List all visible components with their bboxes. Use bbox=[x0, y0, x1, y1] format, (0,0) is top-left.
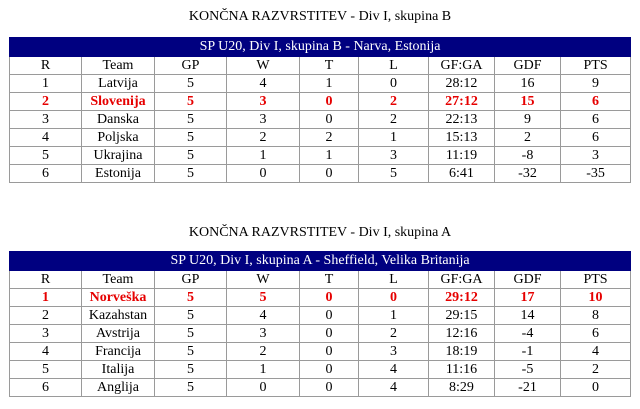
column-header-team: Team bbox=[82, 57, 155, 75]
cell-rank: 5 bbox=[10, 361, 82, 379]
cell-gp: 5 bbox=[155, 289, 227, 307]
table-row bbox=[10, 379, 631, 397]
cell-team: Avstrija bbox=[82, 325, 155, 343]
cell-gfga: 29:12 bbox=[429, 289, 495, 307]
cell-t: 0 bbox=[300, 93, 359, 111]
cell-t: 0 bbox=[300, 325, 359, 343]
cell-gdf: 17 bbox=[495, 289, 561, 307]
table-row bbox=[10, 111, 631, 129]
cell-w: 0 bbox=[227, 379, 300, 397]
cell-l: 2 bbox=[359, 111, 429, 129]
cell-team: Kazahstan bbox=[82, 307, 155, 325]
cell-rank: 4 bbox=[10, 129, 82, 147]
cell-gdf: 15 bbox=[495, 93, 561, 111]
cell-pts: 6 bbox=[561, 129, 631, 147]
column-header-w: W bbox=[227, 271, 300, 289]
cell-w: 1 bbox=[227, 361, 300, 379]
cell-w: 4 bbox=[227, 307, 300, 325]
group-a-title: KONČNA RAZVRSTITEV - Div I, skupina A bbox=[188, 225, 452, 240]
cell-rank: 4 bbox=[10, 343, 82, 361]
cell-l: 0 bbox=[359, 289, 429, 307]
table-row bbox=[10, 129, 631, 147]
cell-rank: 2 bbox=[10, 93, 82, 111]
group-b-standings-table bbox=[9, 37, 631, 183]
cell-w: 3 bbox=[227, 325, 300, 343]
group-a-caption: SP U20, Div I, skupina A - Sheffield, Velika Britanija bbox=[10, 252, 631, 271]
column-header-l: L bbox=[359, 57, 429, 75]
table-row bbox=[10, 147, 631, 165]
cell-rank: 1 bbox=[10, 289, 82, 307]
cell-t: 0 bbox=[300, 307, 359, 325]
cell-w: 2 bbox=[227, 129, 300, 147]
cell-gfga: 11:16 bbox=[429, 361, 495, 379]
cell-pts: 0 bbox=[561, 379, 631, 397]
cell-team: Italija bbox=[82, 361, 155, 379]
cell-w: 2 bbox=[227, 343, 300, 361]
table-row bbox=[10, 343, 631, 361]
column-header-rank: R bbox=[10, 57, 82, 75]
cell-pts: 2 bbox=[561, 361, 631, 379]
column-header-rank: R bbox=[10, 271, 82, 289]
table-row bbox=[10, 307, 631, 325]
table-row bbox=[10, 93, 631, 111]
column-header-pts: PTS bbox=[561, 57, 631, 75]
column-header-t: T bbox=[300, 57, 359, 75]
cell-gp: 5 bbox=[155, 307, 227, 325]
cell-t: 2 bbox=[300, 129, 359, 147]
cell-pts: 6 bbox=[561, 325, 631, 343]
cell-gp: 5 bbox=[155, 75, 227, 93]
column-header-gp: GP bbox=[155, 271, 227, 289]
cell-gp: 5 bbox=[155, 129, 227, 147]
cell-gp: 5 bbox=[155, 111, 227, 129]
cell-pts: 3 bbox=[561, 147, 631, 165]
cell-t: 0 bbox=[300, 289, 359, 307]
cell-team: Estonija bbox=[82, 165, 155, 183]
table-row bbox=[10, 165, 631, 183]
cell-gdf: -21 bbox=[495, 379, 561, 397]
group-a-standings-table bbox=[9, 251, 631, 397]
cell-w: 1 bbox=[227, 147, 300, 165]
table-row bbox=[10, 289, 631, 307]
cell-l: 1 bbox=[359, 307, 429, 325]
cell-gdf: -32 bbox=[495, 165, 561, 183]
cell-gp: 5 bbox=[155, 361, 227, 379]
cell-team: Francija bbox=[82, 343, 155, 361]
cell-rank: 6 bbox=[10, 165, 82, 183]
cell-team: Poljska bbox=[82, 129, 155, 147]
cell-gfga: 27:12 bbox=[429, 93, 495, 111]
cell-l: 3 bbox=[359, 147, 429, 165]
cell-w: 5 bbox=[227, 289, 300, 307]
cell-pts: 4 bbox=[561, 343, 631, 361]
cell-pts: 6 bbox=[561, 93, 631, 111]
cell-rank: 2 bbox=[10, 307, 82, 325]
group-a-body bbox=[10, 289, 631, 397]
cell-gfga: 28:12 bbox=[429, 75, 495, 93]
cell-t: 0 bbox=[300, 111, 359, 129]
cell-t: 1 bbox=[300, 75, 359, 93]
cell-t: 0 bbox=[300, 361, 359, 379]
group-b-caption: SP U20, Div I, skupina B - Narva, Estonija bbox=[10, 38, 631, 57]
cell-w: 0 bbox=[227, 165, 300, 183]
cell-gfga: 12:16 bbox=[429, 325, 495, 343]
cell-t: 1 bbox=[300, 147, 359, 165]
cell-team: Norveška bbox=[82, 289, 155, 307]
column-header-gdf: GDF bbox=[495, 271, 561, 289]
cell-l: 3 bbox=[359, 343, 429, 361]
cell-gfga: 11:19 bbox=[429, 147, 495, 165]
column-header-t: T bbox=[300, 271, 359, 289]
group-b-title: KONČNA RAZVRSTITEV - Div I, skupina B bbox=[188, 9, 452, 24]
cell-gfga: 8:29 bbox=[429, 379, 495, 397]
column-header-l: L bbox=[359, 271, 429, 289]
cell-l: 2 bbox=[359, 325, 429, 343]
cell-w: 4 bbox=[227, 75, 300, 93]
cell-gfga: 29:15 bbox=[429, 307, 495, 325]
cell-t: 0 bbox=[300, 379, 359, 397]
cell-team: Danska bbox=[82, 111, 155, 129]
column-header-pts: PTS bbox=[561, 271, 631, 289]
cell-l: 0 bbox=[359, 75, 429, 93]
column-header-gp: GP bbox=[155, 57, 227, 75]
column-header-gfga: GF:GA bbox=[429, 271, 495, 289]
cell-rank: 1 bbox=[10, 75, 82, 93]
cell-gfga: 22:13 bbox=[429, 111, 495, 129]
table-row bbox=[10, 361, 631, 379]
cell-rank: 5 bbox=[10, 147, 82, 165]
cell-pts: 10 bbox=[561, 289, 631, 307]
cell-w: 3 bbox=[227, 111, 300, 129]
table-row bbox=[10, 325, 631, 343]
column-header-w: W bbox=[227, 57, 300, 75]
cell-l: 5 bbox=[359, 165, 429, 183]
cell-gp: 5 bbox=[155, 165, 227, 183]
cell-pts: 9 bbox=[561, 75, 631, 93]
cell-t: 0 bbox=[300, 343, 359, 361]
cell-gp: 5 bbox=[155, 325, 227, 343]
cell-t: 0 bbox=[300, 165, 359, 183]
cell-gdf: -4 bbox=[495, 325, 561, 343]
cell-gdf: 2 bbox=[495, 129, 561, 147]
cell-gp: 5 bbox=[155, 147, 227, 165]
cell-w: 3 bbox=[227, 93, 300, 111]
cell-l: 4 bbox=[359, 361, 429, 379]
cell-team: Latvija bbox=[82, 75, 155, 93]
cell-team: Ukrajina bbox=[82, 147, 155, 165]
group-a-header-row bbox=[10, 271, 631, 289]
cell-gdf: 9 bbox=[495, 111, 561, 129]
cell-gp: 5 bbox=[155, 93, 227, 111]
cell-team: Anglija bbox=[82, 379, 155, 397]
cell-rank: 3 bbox=[10, 111, 82, 129]
cell-pts: 8 bbox=[561, 307, 631, 325]
cell-l: 2 bbox=[359, 93, 429, 111]
cell-gp: 5 bbox=[155, 343, 227, 361]
cell-gdf: -5 bbox=[495, 361, 561, 379]
column-header-gdf: GDF bbox=[495, 57, 561, 75]
cell-gfga: 18:19 bbox=[429, 343, 495, 361]
cell-l: 4 bbox=[359, 379, 429, 397]
column-header-team: Team bbox=[82, 271, 155, 289]
cell-gdf: -1 bbox=[495, 343, 561, 361]
cell-gdf: -8 bbox=[495, 147, 561, 165]
group-b-body bbox=[10, 75, 631, 183]
cell-l: 1 bbox=[359, 129, 429, 147]
cell-gdf: 14 bbox=[495, 307, 561, 325]
cell-rank: 6 bbox=[10, 379, 82, 397]
cell-team: Slovenija bbox=[82, 93, 155, 111]
cell-rank: 3 bbox=[10, 325, 82, 343]
cell-gdf: 16 bbox=[495, 75, 561, 93]
cell-pts: 6 bbox=[561, 111, 631, 129]
column-header-gfga: GF:GA bbox=[429, 57, 495, 75]
cell-gfga: 6:41 bbox=[429, 165, 495, 183]
cell-gp: 5 bbox=[155, 379, 227, 397]
group-b-header-row bbox=[10, 57, 631, 75]
cell-pts: -35 bbox=[561, 165, 631, 183]
table-row bbox=[10, 75, 631, 93]
cell-gfga: 15:13 bbox=[429, 129, 495, 147]
